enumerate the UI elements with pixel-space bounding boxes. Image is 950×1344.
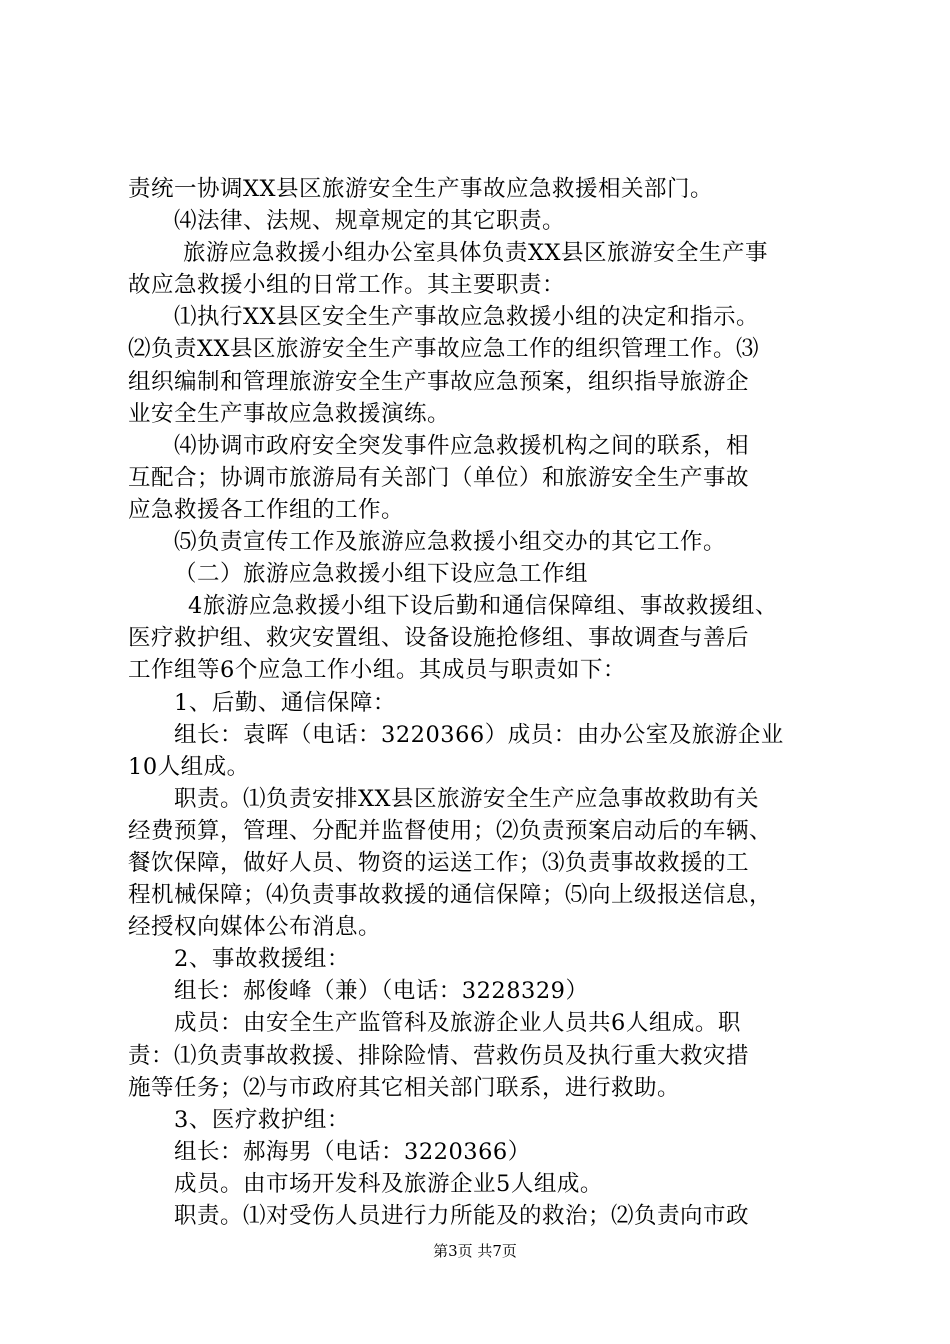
text-line: ⑷法律、法规、规章规定的其它职责。 [174,208,566,235]
section-heading: （二）旅游应急救援小组下设应急工作组 [174,561,589,588]
text-line: ⑷协调市政府安全突发事件应急救援机构之间的联系，相 [174,432,750,459]
text-line: 责统一协调XX县区旅游安全生产事故应急救援相关部门。 [128,176,714,202]
text-line: 餐饮保障，做好人员、物资的运送工作；⑶负责事故救援的工 [128,849,750,876]
text-line: 10人组成。 [128,753,250,780]
text-line: 互配合；协调市旅游局有关部门（单位）和旅游安全生产事故 [128,464,750,491]
text-line: 旅游应急救援小组办公室具体负责XX县区旅游安全生产事 [183,240,769,267]
text-line: 故应急救援小组的日常工作。其主要职责： [128,272,566,299]
subsection-heading: 1、后勤、通信保障： [174,689,396,716]
text-line: 程机械保障；⑷负责事故救援的通信保障；⑸向上级报送信息， [128,882,773,909]
text-line: ⑴执行XX县区安全生产事故应急救援小组的决定和指示。 [174,304,760,331]
text-line: 责：⑴负责事故救援、排除险情、营救伤员及执行重大救灾措 [128,1042,750,1069]
subsection-heading: 3、医疗救护组： [174,1106,350,1133]
document-body [128,173,843,1232]
text-line: 组织编制和管理旅游安全生产事故应急预案，组织指导旅游企 [128,368,750,395]
text-line: 工作组等6个应急工作小组。其成员与职责如下： [128,657,626,684]
text-line: 成员：由安全生产监管科及旅游企业人员共6人组成。职 [174,1010,741,1037]
text-line: ⑵负责XX县区旅游安全生产事故应急工作的组织管理工作。⑶ [128,336,760,363]
text-line: 医疗救护组、救灾安置组、设备设施抢修组、事故调查与善后 [128,625,750,652]
text-line: 经授权向媒体公布消息。 [128,914,382,941]
text-line: 成员。由市场开发科及旅游企业5人组成。 [174,1170,603,1197]
text-line: 组长：郝海男（电话：3220366） [174,1138,531,1165]
text-line: 职责。⑴对受伤人员进行力所能及的救治；⑵负责向市政 [174,1203,750,1229]
text-line: ⑸负责宣传工作及旅游应急救援小组交办的其它工作。 [174,529,727,556]
text-line: 业安全生产事故应急救援演练。 [128,400,451,427]
text-line: 组长：袁晖（电话：3220366）成员：由办公室及旅游企业 [174,721,784,748]
text-line: 组长：郝俊峰（兼）（电话：3228329） [174,978,589,1005]
text-line: 施等任务；⑵与市政府其它相关部门联系，进行救助。 [128,1074,681,1101]
text-line: 应急救援各工作组的工作。 [128,496,405,523]
text-line: 经费预算，管理、分配并监督使用；⑵负责预案启动后的车辆、 [128,817,773,844]
subsection-heading: 2、事故救援组： [174,946,350,973]
page-number-footer: 第3页 共7页 [433,1242,517,1260]
text-line: 4旅游应急救援小组下设后勤和通信保障组、事故救援组、 [188,593,778,620]
text-line: 职责。⑴负责安排XX县区旅游安全生产应急事故救助有关 [174,785,760,812]
